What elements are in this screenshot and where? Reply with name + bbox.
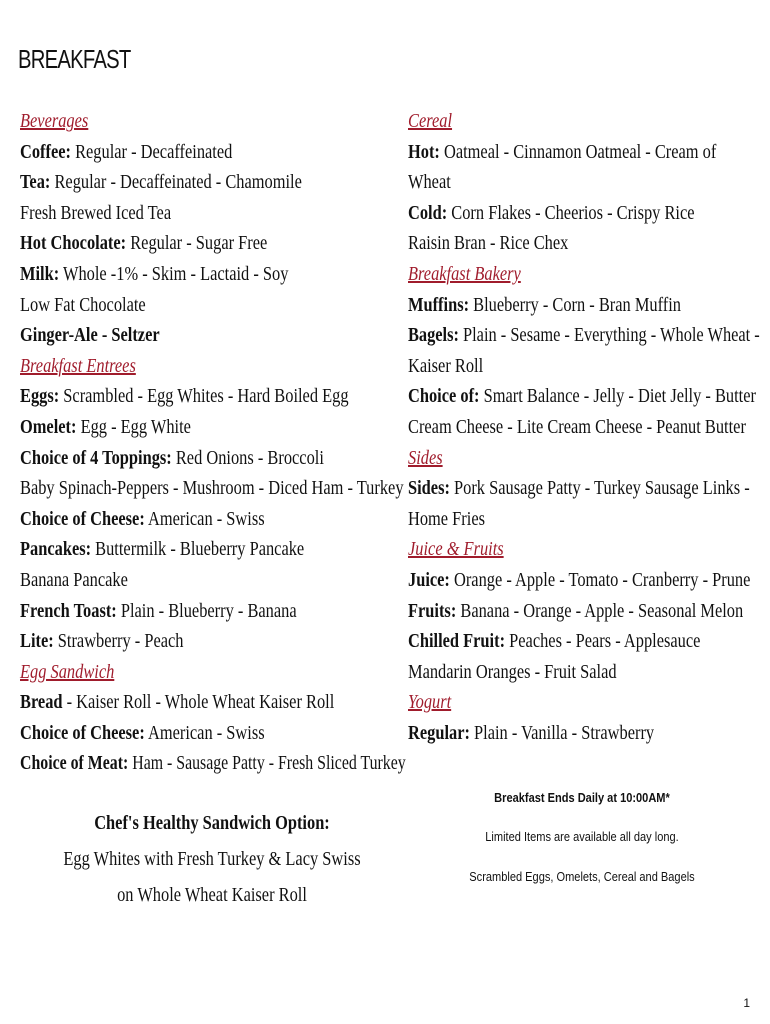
menu-item-options: American - Swiss xyxy=(144,507,265,530)
menu-item-label: Choice of Cheese: xyxy=(20,721,145,744)
menu-line xyxy=(20,290,337,321)
menu-item-options: Corn Flakes - Cheerios - Crispy Rice xyxy=(447,201,695,224)
menu-item-label: Lite: xyxy=(20,630,54,653)
menu-item-label: Sides: xyxy=(408,477,450,500)
section-heading xyxy=(408,534,697,565)
menu-line xyxy=(408,228,697,259)
section-heading-text: Sides xyxy=(408,446,443,469)
menu-line xyxy=(20,137,337,168)
menu-line xyxy=(408,351,697,382)
menu-item-options: Plain - Blueberry - Banana xyxy=(116,599,297,622)
all-day-items-note: Scrambled Eggs, Omelets, Cereal and Bagels xyxy=(469,869,695,884)
menu-line xyxy=(20,687,337,718)
menu-line xyxy=(20,504,337,535)
menu-line xyxy=(408,473,750,504)
menu-item-label: Cold: xyxy=(408,201,448,224)
menu-item-options: Strawberry - Peach xyxy=(53,630,184,653)
limited-items-note: Limited Items are available all day long. xyxy=(485,829,679,844)
menu-item-options: Oatmeal - Cinnamon Oatmeal - Cream of xyxy=(439,140,717,163)
breakfast-hours-note: Breakfast Ends Daily at 10:00AM* xyxy=(494,790,670,805)
menu-line xyxy=(20,473,404,504)
menu-item-options: Plain - Vanilla - Strawberry xyxy=(469,721,655,744)
menu-item-label: Bread xyxy=(20,691,63,714)
menu-line xyxy=(408,718,697,749)
menu-item-label: Muffins: xyxy=(408,293,470,316)
section-heading xyxy=(408,443,697,474)
menu-item-options: Mandarin Oranges - Fruit Salad xyxy=(408,660,617,683)
menu-item-options: Wheat xyxy=(408,171,451,194)
menu-item-options: Low Fat Chocolate xyxy=(20,293,146,316)
menu-line xyxy=(408,412,746,443)
menu-item-label: Pancakes: xyxy=(20,538,92,561)
menu-item-options: American - Swiss xyxy=(144,721,265,744)
section-heading-text: Breakfast Entrees xyxy=(20,354,136,377)
menu-item-options: Peaches - Pears - Applesauce xyxy=(505,630,701,653)
menu-line xyxy=(20,565,337,596)
menu-item-options: Baby Spinach-Peppers - Mushroom - Diced Ham - Turkey xyxy=(20,477,404,500)
chef-option-line1: Egg Whites with Fresh Turkey & Lacy Swiss xyxy=(63,848,361,870)
menu-line xyxy=(20,167,337,198)
menu-item-options: Fresh Brewed Iced Tea xyxy=(20,201,172,224)
section-heading xyxy=(20,351,337,382)
menu-item-label: Choice of Meat: xyxy=(20,752,129,775)
menu-item-options: Regular - Decaffeinated - Chamomile xyxy=(50,171,302,194)
menu-item-options: - Kaiser Roll - Whole Wheat Kaiser Roll xyxy=(62,691,335,714)
menu-line xyxy=(20,626,337,657)
menu-item-label: Choice of Cheese: xyxy=(20,507,145,530)
menu-line xyxy=(408,198,697,229)
menu-item-options: Orange - Apple - Tomato - Cranberry - Prune xyxy=(449,568,751,591)
menu-item-label: Juice: xyxy=(408,568,450,591)
menu-item-options: Whole -1% - Skim - Lactaid - Soy xyxy=(59,262,289,285)
menu-item-label: Milk: xyxy=(20,262,60,285)
menu-item-label: Bagels: xyxy=(408,324,459,347)
menu-item-options: Raisin Bran - Rice Chex xyxy=(408,232,569,255)
menu-item-label: Choice of: xyxy=(408,385,480,408)
menu-line xyxy=(408,596,744,627)
menu-item-label: Tea: xyxy=(20,171,51,194)
section-heading xyxy=(20,106,337,137)
menu-item-options: Scrambled - Egg Whites - Hard Boiled Egg xyxy=(59,385,349,408)
section-heading-text: Beverages xyxy=(20,110,89,132)
page-number: 1 xyxy=(743,996,750,1010)
section-heading-text: Yogurt xyxy=(408,691,452,714)
menu-item-options: Banana - Orange - Apple - Seasonal Melon xyxy=(456,599,744,622)
menu-item-options: Buttermilk - Blueberry Pancake xyxy=(91,538,305,561)
menu-item-options: Banana Pancake xyxy=(20,568,128,591)
menu-item-label: French Toast: xyxy=(20,599,117,622)
menu-item-options: Egg - Egg White xyxy=(76,415,191,438)
menu-item-label: Chilled Fruit: xyxy=(408,630,506,653)
menu-line xyxy=(408,657,697,688)
menu-item-label: Eggs: xyxy=(20,385,60,408)
section-heading xyxy=(20,657,337,688)
menu-line xyxy=(408,290,697,321)
menu-item-options: Regular - Decaffeinated xyxy=(70,140,233,163)
menu-item-options: Blueberry - Corn - Bran Muffin xyxy=(469,293,681,316)
page-title: BREAKFAST xyxy=(18,44,131,74)
menu-item-label: Choice of 4 Toppings: xyxy=(20,446,172,469)
menu-item-label: Ginger-Ale - Seltzer xyxy=(20,324,160,347)
menu-item-options: Regular - Sugar Free xyxy=(126,232,268,255)
menu-line xyxy=(20,412,337,443)
menu-item-options: Home Fries xyxy=(408,507,485,530)
menu-line xyxy=(20,320,337,351)
menu-line xyxy=(408,167,697,198)
menu-line xyxy=(408,565,751,596)
menu-item-label: Fruits: xyxy=(408,599,457,622)
right-menu-column xyxy=(408,106,760,748)
chef-option-line2: on Whole Wheat Kaiser Roll xyxy=(117,884,307,906)
menu-item-label: Hot Chocolate: xyxy=(20,232,127,255)
menu-line xyxy=(20,718,337,749)
menu-line xyxy=(20,534,337,565)
section-heading xyxy=(408,106,697,137)
section-heading-text: Egg Sandwich xyxy=(20,660,115,683)
chef-option-heading: Chef's Healthy Sandwich Option: xyxy=(94,812,330,834)
menu-item-options: Cream Cheese - Lite Cream Cheese - Peanut Butter xyxy=(408,415,746,438)
section-heading-text: Cereal xyxy=(408,110,453,132)
menu-line xyxy=(408,504,697,535)
menu-line xyxy=(20,596,337,627)
menu-line xyxy=(408,137,717,168)
menu-item-label: Omelet: xyxy=(20,415,77,438)
menu-item-options: Kaiser Roll xyxy=(408,354,484,377)
menu-line xyxy=(20,198,337,229)
menu-item-options: Plain - Sesame - Everything - Whole Wheat - xyxy=(458,324,760,347)
menu-item-options: Pork Sausage Patty - Turkey Sausage Links - xyxy=(449,477,750,500)
section-heading-text: Breakfast Bakery xyxy=(408,262,521,285)
menu-item-label: Regular: xyxy=(408,721,470,744)
menu-line xyxy=(408,320,760,351)
section-heading-text: Juice & Fruits xyxy=(408,538,504,561)
menu-item-options: Red Onions - Broccoli xyxy=(171,446,324,469)
section-heading xyxy=(408,687,697,718)
menu-line xyxy=(20,748,406,779)
menu-item-label: Hot: xyxy=(408,140,440,163)
menu-item-options: Smart Balance - Jelly - Diet Jelly - Butter xyxy=(479,385,756,408)
menu-line xyxy=(408,381,756,412)
menu-line xyxy=(408,626,701,657)
menu-line xyxy=(20,259,337,290)
menu-item-label: Coffee: xyxy=(20,140,71,163)
section-heading xyxy=(408,259,697,290)
menu-line xyxy=(20,228,337,259)
left-menu-column xyxy=(20,106,406,779)
menu-line xyxy=(20,381,349,412)
menu-line xyxy=(20,443,337,474)
menu-item-options: Ham - Sausage Patty - Fresh Sliced Turkey xyxy=(128,752,406,775)
